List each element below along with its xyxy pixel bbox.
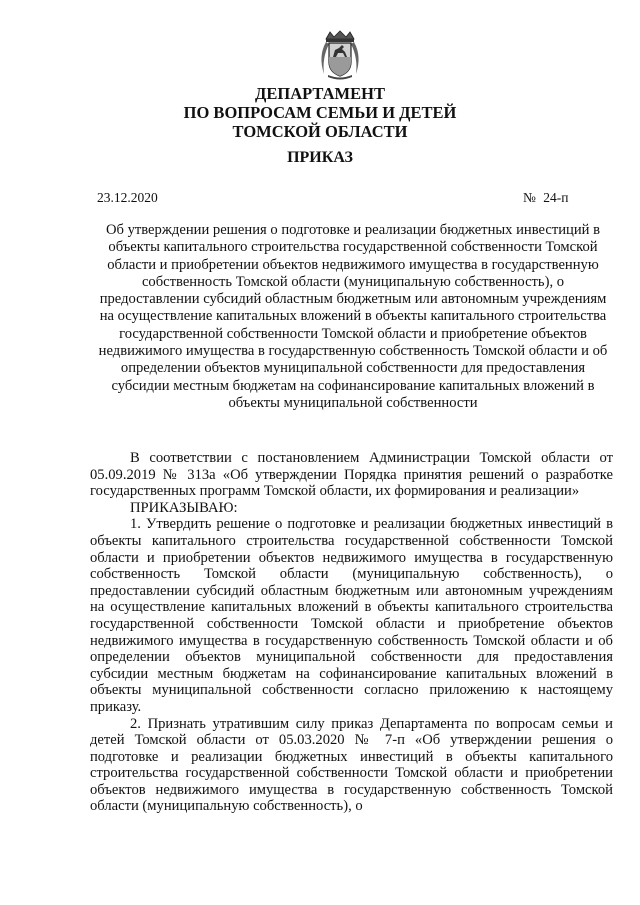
issuing-department xyxy=(0,84,640,141)
order-item-2: 2. Признать утратившим силу приказ Департамента по вопросам семьи и детей Томской области от 05.03.2020 № 7-п «Об утверждении решения о подготовке и реализации бюджетных инвестиций в объекты капитального строительства государственной собственности Томской области и приобретении объектов недвижимого имущества в государственную собственность Томской области (муниципальную собственность), о xyxy=(90,715,613,815)
document-number: № 24-п xyxy=(523,190,569,205)
org-line: ТОМСКОЙ ОБЛАСТИ xyxy=(232,122,408,141)
document-type: ПРИКАЗ xyxy=(287,149,353,166)
org-line: ПО ВОПРОСАМ СЕМЬИ И ДЕТЕЙ xyxy=(183,103,457,122)
order-item-1: 1. Утвердить решение о подготовке и реализации бюджетных инвестиций в объекты капитального строительства государственной собственности Томской области и приобретении объектов недвижимого имущества в государственную собственность Томской области (муниципальную собственность), о предоставлении субсидий областным бюджетным или автономным учреждениям на осуществление капитальных вложений в объекты капитального строительства государственной собственности Томской области и приобретение объектов недвижимого имущества в государственную собственность Томской области и об определении объектов муниципальной собственности для предоставления субсидии местным бюджетам на софинансирование капитальных вложений в объекты муниципальной собственности согласно приложению к настоящему приказу. xyxy=(90,516,613,715)
order-body xyxy=(90,450,613,815)
preamble-paragraph: В соответствии с постановлением Администрации Томской области от 05.09.2019 № 313а «Об утверждении Порядка принятия решений о разработке государственных программ Томской области, их формирования и реализации» xyxy=(90,450,613,500)
tomsk-region-coat-of-arms-icon xyxy=(318,30,362,80)
document-date: 23.12.2020 xyxy=(97,190,158,205)
order-keyword: ПРИКАЗЫВАЮ: xyxy=(130,499,238,516)
order-subject: Об утверждении решения о подготовке и реализации бюджетных инвестиций в объекты капитального строительства государственной собственности Томской области и приобретении объектов недвижимого имущества в государственную собственность Томской области (муниципальную собственность), о предоставлении субсидий областным бюджетным или автономным учреждениям на осуществление капитальных вложений в объекты капитального строительства государственной собственности Томской области и приобретение объектов недвижимого имущества в государственную собственность Томской области и об определении объектов муниципальной собственности для предоставления субсидии местным бюджетам на софинансирование капитальных вложений в объекты муниципальной собственности xyxy=(98,222,608,411)
org-line: ДЕПАРТАМЕНТ xyxy=(255,84,385,103)
